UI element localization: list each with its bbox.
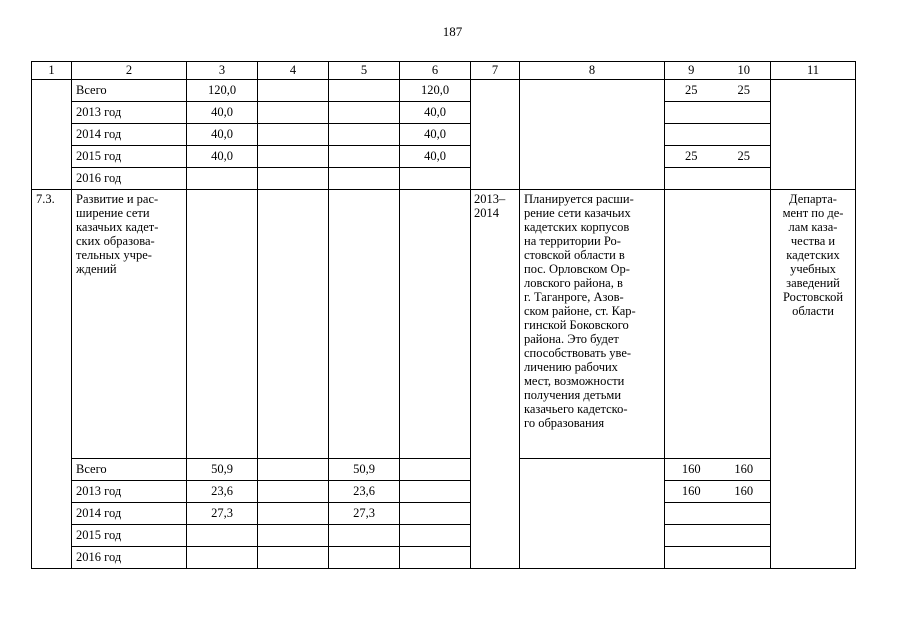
description-cell bbox=[520, 80, 665, 190]
value-cell-6: 120,0 bbox=[400, 80, 471, 102]
value-cell-4 bbox=[258, 547, 329, 569]
value-cell-4 bbox=[258, 481, 329, 503]
value-cell-10 bbox=[718, 124, 771, 146]
label-cell: Всего bbox=[72, 80, 187, 102]
item-number-cell bbox=[32, 80, 72, 190]
value-cell-9 bbox=[665, 503, 718, 525]
value-cell-3: 23,6 bbox=[187, 481, 258, 503]
value-cell-3: 120,0 bbox=[187, 80, 258, 102]
program-table bbox=[31, 61, 856, 569]
label-cell: 2015 год bbox=[72, 525, 187, 547]
period-cell bbox=[471, 80, 520, 190]
description-cell bbox=[520, 459, 665, 569]
value-cell-6 bbox=[400, 459, 471, 481]
value-cell-10 bbox=[718, 503, 771, 525]
item-name-cell: Развитие и рас- ширение сети казачьих кадет- ских образова- тельных учре- ждений bbox=[72, 190, 187, 459]
value-cell-4 bbox=[258, 503, 329, 525]
value-cell-10 bbox=[718, 102, 771, 124]
value-cell-4 bbox=[258, 190, 329, 459]
value-cell-5 bbox=[329, 80, 400, 102]
value-cell-10: 25 bbox=[718, 80, 771, 102]
period-cell: 2013– 2014 bbox=[471, 190, 520, 569]
value-cell-5 bbox=[329, 547, 400, 569]
header-cell: 9 bbox=[665, 62, 718, 80]
label-cell: 2013 год bbox=[72, 102, 187, 124]
table-row bbox=[32, 124, 856, 146]
value-cell-9: 25 bbox=[665, 146, 718, 168]
header-cell: 5 bbox=[329, 62, 400, 80]
value-cell-5 bbox=[329, 102, 400, 124]
value-cell-10: 160 bbox=[718, 459, 771, 481]
header-cell: 10 bbox=[718, 62, 771, 80]
header-row bbox=[32, 62, 856, 80]
value-cell-3 bbox=[187, 547, 258, 569]
header-cell: 8 bbox=[520, 62, 665, 80]
value-cell-6 bbox=[400, 168, 471, 190]
value-cell-9: 160 bbox=[665, 459, 718, 481]
value-cell-6: 40,0 bbox=[400, 102, 471, 124]
table-row bbox=[32, 547, 856, 569]
value-cell-3: 40,0 bbox=[187, 124, 258, 146]
table-row bbox=[32, 146, 856, 168]
value-cell-4 bbox=[258, 80, 329, 102]
label-cell: 2013 год bbox=[72, 481, 187, 503]
executor-cell: Департа- мент по де- лам каза- чества и кадетских учебных заведений Ростовской области bbox=[771, 190, 856, 569]
value-cell-10 bbox=[718, 525, 771, 547]
header-cell: 11 bbox=[771, 62, 856, 80]
value-cell-9 bbox=[665, 547, 718, 569]
value-cell-4 bbox=[258, 459, 329, 481]
value-cell-5 bbox=[329, 124, 400, 146]
value-cell-10: 25 bbox=[718, 146, 771, 168]
value-cell-5 bbox=[329, 146, 400, 168]
value-cell-5: 27,3 bbox=[329, 503, 400, 525]
value-cell-10: 160 bbox=[718, 481, 771, 503]
label-cell: 2015 год bbox=[72, 146, 187, 168]
value-cell-4 bbox=[258, 168, 329, 190]
value-cell-9 bbox=[665, 525, 718, 547]
header-cell: 1 bbox=[32, 62, 72, 80]
header-cell: 6 bbox=[400, 62, 471, 80]
value-cell-5: 23,6 bbox=[329, 481, 400, 503]
value-cell-9 bbox=[665, 190, 718, 459]
table-row bbox=[32, 459, 856, 481]
value-cell-3: 50,9 bbox=[187, 459, 258, 481]
description-cell: Планируется расши- рение сети казачьих кадетских корпусов на территории Ро- стовской области в пос. Орловском Ор- ловского района, в г. Таганроге, Азов- ском районе, ст. Кар- гинской Боковского района. Это будет способствовать уве- личению рабочих мест, возможности получения детьми казачьего кадетско- го образования bbox=[520, 190, 665, 459]
value-cell-4 bbox=[258, 124, 329, 146]
value-cell-3: 40,0 bbox=[187, 102, 258, 124]
item-7-3-row bbox=[32, 190, 856, 459]
value-cell-3 bbox=[187, 525, 258, 547]
table-row bbox=[32, 168, 856, 190]
item-number-cell: 7.3. bbox=[32, 190, 72, 569]
value-cell-3 bbox=[187, 168, 258, 190]
value-cell-10 bbox=[718, 168, 771, 190]
header-cell: 2 bbox=[72, 62, 187, 80]
label-cell: Всего bbox=[72, 459, 187, 481]
label-cell: 2016 год bbox=[72, 168, 187, 190]
value-cell-5: 50,9 bbox=[329, 459, 400, 481]
value-cell-5 bbox=[329, 190, 400, 459]
value-cell-3 bbox=[187, 190, 258, 459]
value-cell-9: 160 bbox=[665, 481, 718, 503]
label-cell: 2014 год bbox=[72, 503, 187, 525]
value-cell-9 bbox=[665, 168, 718, 190]
value-cell-4 bbox=[258, 102, 329, 124]
value-cell-5 bbox=[329, 525, 400, 547]
value-cell-6: 40,0 bbox=[400, 146, 471, 168]
value-cell-6 bbox=[400, 525, 471, 547]
table-row bbox=[32, 525, 856, 547]
value-cell-5 bbox=[329, 168, 400, 190]
value-cell-3: 27,3 bbox=[187, 503, 258, 525]
table-row bbox=[32, 102, 856, 124]
table-row bbox=[32, 481, 856, 503]
header-cell: 4 bbox=[258, 62, 329, 80]
value-cell-4 bbox=[258, 525, 329, 547]
value-cell-9: 25 bbox=[665, 80, 718, 102]
label-cell: 2016 год bbox=[72, 547, 187, 569]
value-cell-6 bbox=[400, 481, 471, 503]
value-cell-4 bbox=[258, 146, 329, 168]
value-cell-10 bbox=[718, 190, 771, 459]
header-cell: 3 bbox=[187, 62, 258, 80]
table-row bbox=[32, 503, 856, 525]
value-cell-10 bbox=[718, 547, 771, 569]
value-cell-6 bbox=[400, 190, 471, 459]
executor-cell bbox=[771, 80, 856, 190]
table-row bbox=[32, 80, 856, 102]
value-cell-9 bbox=[665, 102, 718, 124]
value-cell-3: 40,0 bbox=[187, 146, 258, 168]
value-cell-6 bbox=[400, 503, 471, 525]
header-cell: 7 bbox=[471, 62, 520, 80]
value-cell-6 bbox=[400, 547, 471, 569]
value-cell-6: 40,0 bbox=[400, 124, 471, 146]
label-cell: 2014 год bbox=[72, 124, 187, 146]
value-cell-9 bbox=[665, 124, 718, 146]
page-number: 187 bbox=[442, 24, 463, 39]
